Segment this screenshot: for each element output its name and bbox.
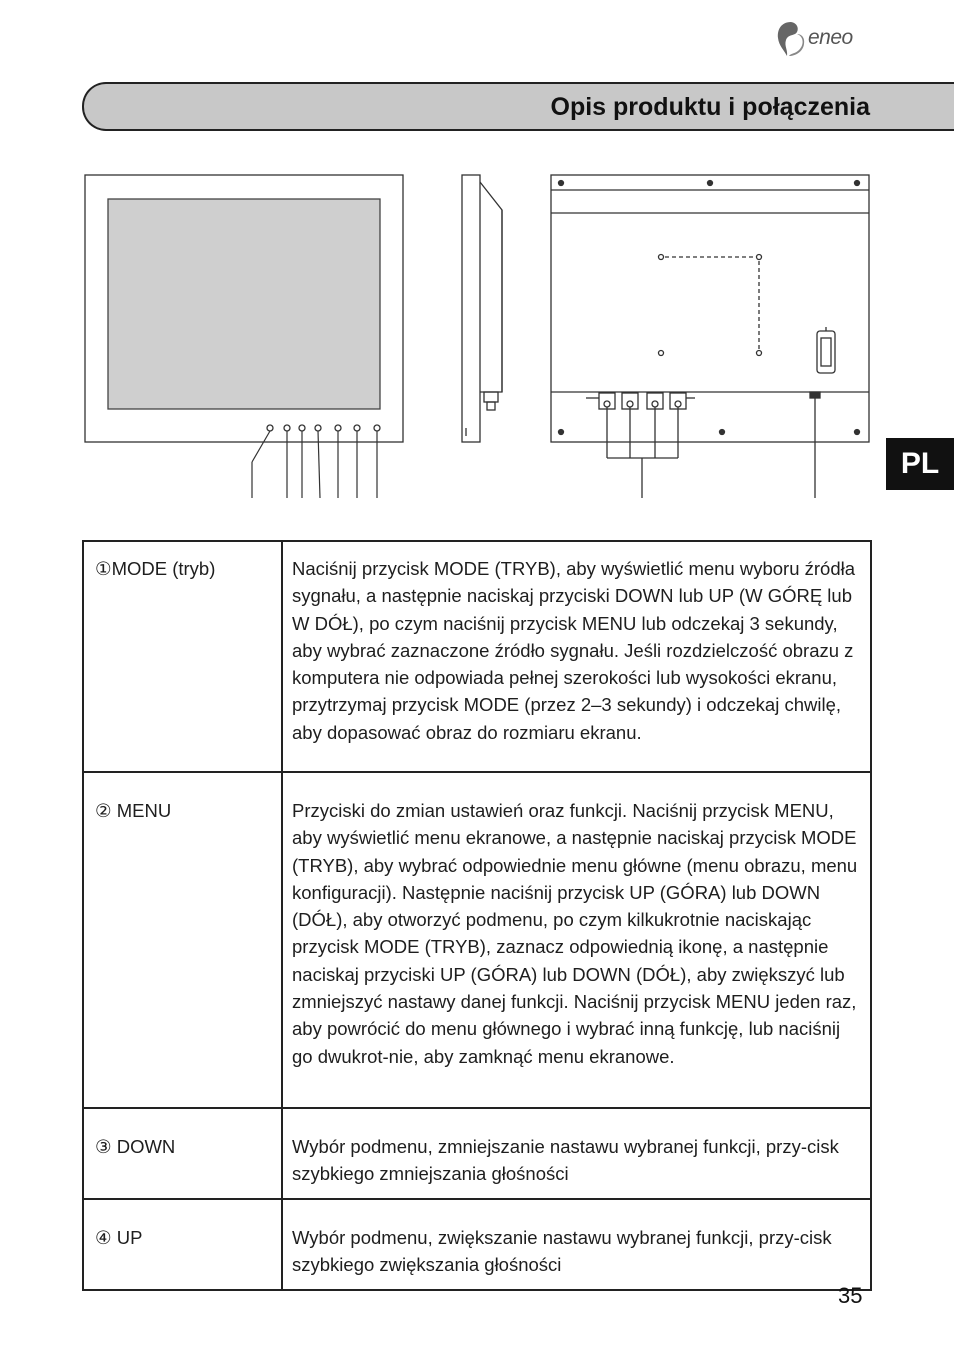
page-title: Opis produktu i połączenia xyxy=(550,93,870,121)
button-description-up: Wybór podmenu, zwiększanie nastawu wybranej funkcji, przy-cisk szybkiego zwiększania głośności xyxy=(282,1199,871,1290)
button-name-menu: ② MENU xyxy=(83,772,282,1108)
table-row xyxy=(83,1199,871,1290)
brand-name: eneo xyxy=(808,26,853,49)
button-name-mode: ①MODE (tryb) xyxy=(83,541,282,772)
page-number: 35 xyxy=(838,1283,863,1308)
product-drawings xyxy=(0,0,954,520)
table-row xyxy=(83,772,871,1108)
button-function-table xyxy=(82,540,872,1291)
language-tab: PL xyxy=(886,438,954,490)
button-name-up: ④ UP xyxy=(83,1199,282,1290)
front-view-drawing xyxy=(85,175,403,498)
side-view-drawing xyxy=(462,175,502,442)
button-description-down: Wybór podmenu, zmniejszanie nastawu wybranej funkcji, przy-cisk szybkiego zmniejszania głośności xyxy=(282,1108,871,1199)
button-description-mode: Naciśnij przycisk MODE (TRYB), aby wyświetlić menu wyboru źródła sygnału, a następnie naciskaj przyciski DOWN lub UP (W GÓRĘ lub W DÓŁ), po czym naciśnij przycisk MENU lub odczekaj 3 sekundy, aby wybrać zaznaczone źródło sygnału. Jeśli rozdzielczość obrazu z komputera nie odpowiada pełnej szerokości lub wysokości ekranu, przytrzymaj przycisk MODE (przez 2–3 sekundy) i odczekaj chwilę, aby dopasować obraz do rozmiaru ekranu. xyxy=(282,541,871,772)
button-description-menu: Przyciski do zmian ustawień oraz funkcji. Naciśnij przycisk MENU, aby wyświetlić menu ekranowe, a następnie naciskaj przycisk MODE (TRYB), aby wybrać odpowiednie menu główne (menu obrazu, menu konfiguracji). Następnie naciśnij przycisk UP (GÓRA) lub DOWN (DÓŁ), aby otworzyć podmenu, po czym kilkukrotnie naciskając przycisk MODE (TRYB), zaznacz odpowiednią ikonę, a następnie naciskaj przyciski UP (GÓRA) lub DOWN (DÓŁ), aby zwiększyć lub zmniejszyć nastawy danej funkcji. Naciśnij przycisk MENU jeden raz, aby powrócić do menu głównego i wybrać inną funkcję, lub naciśnij go dwukrot-nie, aby zamknąć menu ekranowe. xyxy=(282,772,871,1108)
table-row xyxy=(83,1108,871,1199)
rear-view-drawing xyxy=(551,175,869,498)
button-name-down: ③ DOWN xyxy=(83,1108,282,1199)
table-row xyxy=(83,541,871,772)
